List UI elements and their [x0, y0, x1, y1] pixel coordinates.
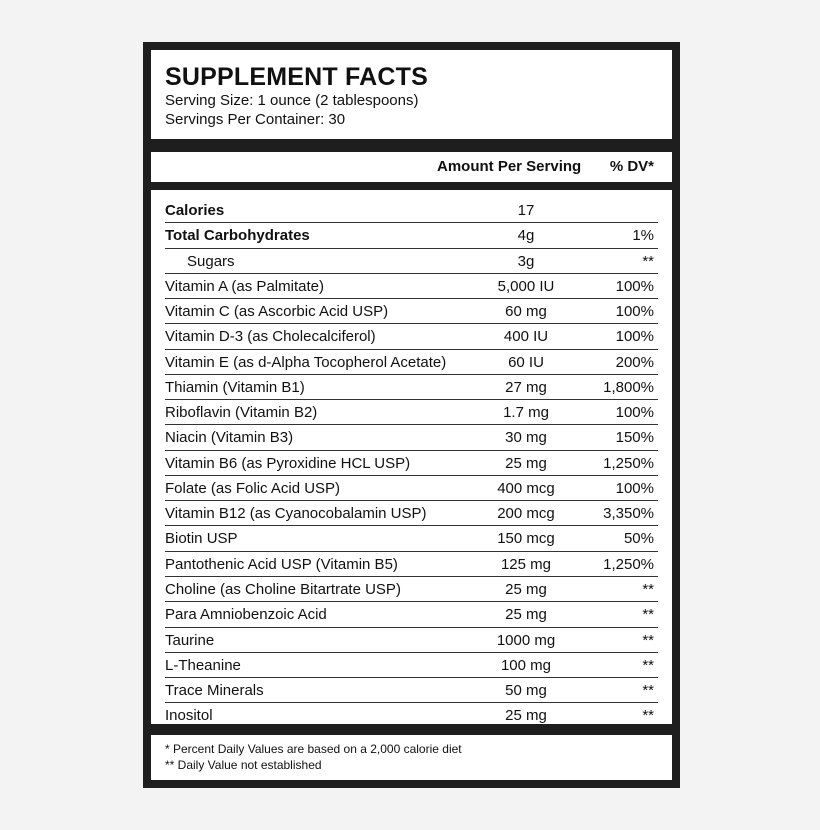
nutrient-row	[165, 526, 658, 551]
nutrient-name: Calories	[165, 202, 225, 219]
nutrient-dv: 1%	[632, 227, 654, 245]
nutrient-row	[165, 628, 658, 653]
nutrient-name: Niacin (Vitamin B3)	[165, 429, 294, 447]
nutrient-amount: 27 mg	[505, 378, 547, 396]
nutrient-row	[165, 299, 658, 324]
nutrient-dv: 1,250%	[603, 454, 654, 472]
nutrient-name: Biotin USP	[165, 530, 238, 548]
nutrient-name: Thiamin (Vitamin B1)	[165, 378, 305, 396]
nutrient-name: L-Theanine	[165, 656, 241, 674]
nutrient-row	[165, 703, 658, 728]
footnote-dv: * Percent Daily Values are based on a 2,000 calorie diet	[165, 742, 462, 756]
nutrient-row	[165, 324, 658, 349]
footnote-panel	[151, 735, 672, 780]
nutrient-row	[165, 400, 658, 425]
nutrient-amount: 50 mg	[505, 682, 547, 700]
nutrient-name: Vitamin C (as Ascorbic Acid USP)	[165, 303, 389, 321]
nutrient-dv: 1,800%	[603, 378, 654, 396]
nutrient-dv: **	[642, 682, 654, 700]
nutrient-row	[165, 577, 658, 602]
nutrient-dv: 1,250%	[603, 555, 654, 573]
nutrient-amount: 25 mg	[505, 580, 547, 598]
column-header	[151, 152, 672, 182]
nutrient-dv: **	[642, 606, 654, 624]
nutrient-row	[165, 350, 658, 375]
nutrient-dv: 100%	[615, 328, 654, 346]
nutrient-amount: 17	[517, 202, 535, 219]
nutrient-name: Vitamin D-3 (as Cholecalciferol)	[165, 328, 376, 346]
nutrient-row	[165, 425, 658, 450]
nutrient-name: Taurine	[165, 631, 215, 649]
nutrient-name: Vitamin E (as d-Alpha Tocopherol Acetate)	[165, 353, 447, 371]
amount-header: Amount Per Serving	[437, 158, 582, 175]
nutrient-name: Trace Minerals	[165, 682, 264, 700]
nutrient-amount: 5,000 IU	[497, 277, 555, 295]
nutrient-amount: 150 mcg	[497, 530, 555, 548]
nutrient-amount: 100 mg	[500, 656, 552, 674]
nutrient-row	[165, 476, 658, 501]
nutrient-amount: 60 mg	[505, 303, 547, 321]
nutrient-dv: **	[642, 580, 654, 598]
nutrient-amount: 125 mg	[500, 555, 552, 573]
nutrient-amount: 1000 mg	[496, 631, 556, 649]
nutrient-row	[165, 375, 658, 400]
serving-size: Serving Size: 1 ounce (2 tablespoons)	[165, 92, 419, 109]
dv-header: % DV*	[609, 158, 654, 175]
nutrient-name: Vitamin A (as Palmitate)	[165, 277, 324, 295]
nutrient-row	[165, 198, 658, 223]
nutrient-name: Para Amniobenzoic Acid	[165, 606, 327, 624]
nutrient-amount: 200 mcg	[497, 505, 555, 523]
nutrient-name: Total Carbohydrates	[165, 227, 310, 245]
nutrient-row	[165, 451, 658, 476]
nutrient-amount: 30 mg	[505, 429, 547, 447]
label-title: SUPPLEMENT FACTS	[165, 63, 428, 91]
nutrient-row	[165, 274, 658, 299]
nutrient-dv: 100%	[615, 479, 654, 497]
nutrient-name: Vitamin B12 (as Cyanocobalamin USP)	[165, 505, 427, 523]
nutrient-dv: **	[642, 707, 654, 725]
nutrient-row	[165, 678, 658, 703]
nutrient-name: Choline (as Choline Bitartrate USP)	[165, 580, 401, 598]
nutrient-row	[165, 223, 658, 248]
nutrient-dv: 200%	[615, 353, 654, 371]
nutrient-dv: 50%	[623, 530, 654, 548]
nutrient-row	[165, 501, 658, 526]
nutrient-dv: 100%	[615, 404, 654, 422]
nutrient-dv: 3,350%	[603, 505, 654, 523]
title-panel	[151, 50, 672, 139]
servings-per-container: Servings Per Container: 30	[165, 111, 346, 128]
nutrient-dv: 100%	[615, 303, 654, 321]
nutrient-name: Inositol	[165, 707, 213, 725]
nutrient-name: Folate (as Folic Acid USP)	[165, 479, 341, 497]
nutrient-name: Vitamin B6 (as Pyroxidine HCL USP)	[165, 454, 411, 472]
nutrient-amount: 25 mg	[505, 454, 547, 472]
nutrient-dv: 100%	[615, 277, 654, 295]
nutrient-dv: 150%	[615, 429, 654, 447]
footnote-not-established: ** Daily Value not established	[165, 758, 322, 772]
nutrient-amount: 25 mg	[505, 707, 547, 725]
nutrient-dv: **	[642, 656, 654, 674]
nutrient-amount: 3g	[517, 252, 535, 270]
nutrient-dv: **	[642, 252, 654, 270]
nutrient-amount: 25 mg	[505, 606, 547, 624]
nutrient-row	[165, 602, 658, 627]
nutrient-name: Sugars	[187, 252, 235, 270]
nutrient-amount: 400 IU	[503, 328, 549, 346]
nutrient-row	[165, 653, 658, 678]
nutrient-name: Pantothenic Acid USP (Vitamin B5)	[165, 555, 398, 573]
nutrient-amount: 400 mcg	[497, 479, 555, 497]
supplement-facts-label	[143, 42, 680, 788]
nutrient-dv: **	[642, 631, 654, 649]
nutrient-table	[151, 190, 672, 724]
nutrient-name: Riboflavin (Vitamin B2)	[165, 404, 318, 422]
nutrient-amount: 1.7 mg	[503, 404, 549, 422]
nutrient-row	[165, 249, 658, 274]
nutrient-row	[165, 552, 658, 577]
nutrient-amount: 4g	[517, 227, 535, 245]
nutrient-amount: 60 IU	[508, 353, 544, 371]
